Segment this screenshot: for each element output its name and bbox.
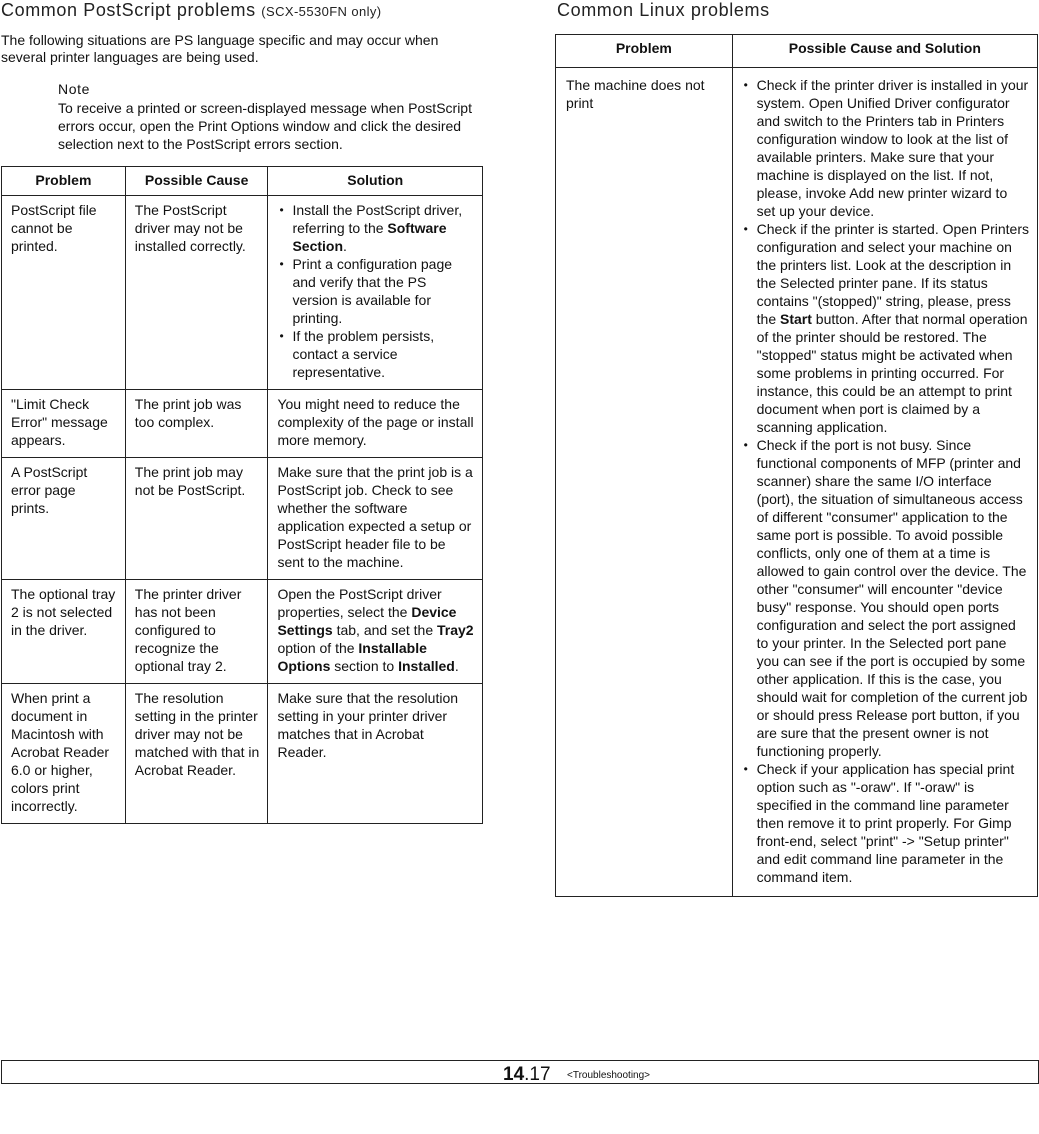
ps-section-title <box>1 0 382 21</box>
list-item <box>742 220 1029 436</box>
ps-intro: The following situations are PS language specific and may occur when several printer languages are being used. <box>1 32 439 65</box>
start-button-ref: Start <box>780 311 812 327</box>
device-settings-ref: Device Settings <box>277 604 457 638</box>
note-label: Note <box>58 81 90 97</box>
chapter-label: <Troubleshooting> <box>567 1070 651 1081</box>
header-problem: Problem <box>2 167 126 196</box>
problem-cell: PostScript file cannot be printed. <box>2 196 126 390</box>
solution-cell <box>268 196 483 390</box>
solution-text: option of the <box>277 640 359 656</box>
note-text: To receive a printed or screen-displayed message when PostScript errors occur, open the Print Options window and click the desired selection next to the PostScript errors section. <box>58 100 472 152</box>
page-number <box>503 1064 551 1086</box>
ps-note <box>58 80 483 153</box>
list-item: • Check if your application has special print option such as "-oraw". If "-oraw" is specified in the command line parameter then remove it to print properly. For Gimp front-end, select "print" -> "Setup printer" and edit command line parameter in the command item. <box>742 760 1029 886</box>
solution-text: Open the PostScript driver properties, select the <box>277 586 442 620</box>
page-minor: .17 <box>524 1064 551 1085</box>
table-row <box>2 458 483 580</box>
header-problem: Problem <box>556 35 733 68</box>
solution-cell: You might need to reduce the complexity of the page or install more memory. <box>268 390 483 458</box>
solution-cell <box>732 68 1037 897</box>
solution-text: Install the PostScript driver, referring to the <box>292 202 463 236</box>
cause-cell: The resolution setting in the printer driver may not be matched with that in Acrobat Reader. <box>125 684 268 824</box>
solution-text: Check if the printer is started. Open Printers configuration and select your machine on the printers list. Look at the description in the Selected printer pane. If its status contains "(stopped)" string, please, press the <box>756 221 1029 327</box>
solution-list <box>277 201 474 381</box>
linux-problems-table <box>555 34 1038 897</box>
header-possible-cause: Possible Cause <box>125 167 268 196</box>
list-item: • Check if the printer driver is installed in your system. Open Unified Driver configurator and switch to the Printers tab in Printers configuration window to look at the list of available printers. Make sure that your machine is displayed on the list. If not, please, invoke Add new printer wizard to set up your device. <box>742 76 1029 220</box>
cause-cell: The printer driver has not been configured to recognize the optional tray 2. <box>125 580 268 684</box>
header-solution: Solution <box>268 167 483 196</box>
table-row <box>2 580 483 684</box>
table-header-row <box>556 35 1038 68</box>
problem-cell: "Limit Check Error" message appears. <box>2 390 126 458</box>
list-item: • Print a configuration page and verify that the PS version is available for printing. <box>277 255 474 327</box>
problem-cell: When print a document in Macintosh with Acrobat Reader 6.0 or higher, colors print incorrectly. <box>2 684 126 824</box>
problem-cell: The optional tray 2 is not selected in the driver. <box>2 580 126 684</box>
solution-text: button. After that normal operation of the printer should be restored. The "stopped" status might be activated when some problems in printing occurred. For instance, this could be an attempt to print document when port is claimed by a scanning application. <box>756 311 1028 435</box>
list-item: • Check if the port is not busy. Since functional components of MFP (printer and scanner) share the same I/O interface (port), the situation of simultaneous access of different "consumer" application to the same port is possible. To avoid possible conflicts, only one of them at a time is allowed to gain control over the device. The other "consumer" will encounter "device busy" response. You should open ports configuration and select the port assigned to your printer. In the Selected port pane you can see if the port is occupied by some other application. If this is the case, you should wait for completion of the current job or should press Release port button, if you are sure that the present owner is not functioning properly. <box>742 436 1029 760</box>
tray2-ref: Tray2 <box>437 622 474 638</box>
ps-title-text: Common PostScript problems <box>1 0 256 20</box>
ps-title-suffix: (SCX-5530FN only) <box>261 4 382 19</box>
solution-cell <box>268 580 483 684</box>
list-item: • If the problem persists, contact a service representative. <box>277 327 474 381</box>
problem-cell: The machine does not print <box>556 68 733 897</box>
solution-text: section to <box>330 658 399 674</box>
table-header-row <box>2 167 483 196</box>
problem-cell: A PostScript error page prints. <box>2 458 126 580</box>
table-row <box>556 68 1038 897</box>
header-cause-and-solution: Possible Cause and Solution <box>732 35 1037 68</box>
software-section-ref: Software Section <box>292 220 447 254</box>
solution-list <box>742 76 1029 886</box>
ps-problems-table <box>1 166 483 824</box>
table-row <box>2 196 483 390</box>
installed-ref: Installed <box>398 658 455 674</box>
solution-text: . <box>454 658 459 674</box>
installable-options-ref: Installable Options <box>277 640 427 674</box>
linux-section-title: Common Linux problems <box>557 0 770 20</box>
cause-cell: The PostScript driver may not be installed correctly. <box>125 196 268 390</box>
cause-cell: The print job was too complex. <box>125 390 268 458</box>
table-row <box>2 390 483 458</box>
table-row <box>2 684 483 824</box>
solution-cell: Make sure that the print job is a PostScript job. Check to see whether the software application expected a setup or PostScript header file to be sent to the machine. <box>268 458 483 580</box>
cause-cell: The print job may not be PostScript. <box>125 458 268 580</box>
list-item <box>277 201 474 255</box>
solution-text: . <box>343 238 347 254</box>
solution-cell: Make sure that the resolution setting in your printer driver matches that in Acrobat Reader. <box>268 684 483 824</box>
page-major: 14 <box>503 1064 525 1085</box>
solution-text: tab, and set the <box>332 622 437 638</box>
